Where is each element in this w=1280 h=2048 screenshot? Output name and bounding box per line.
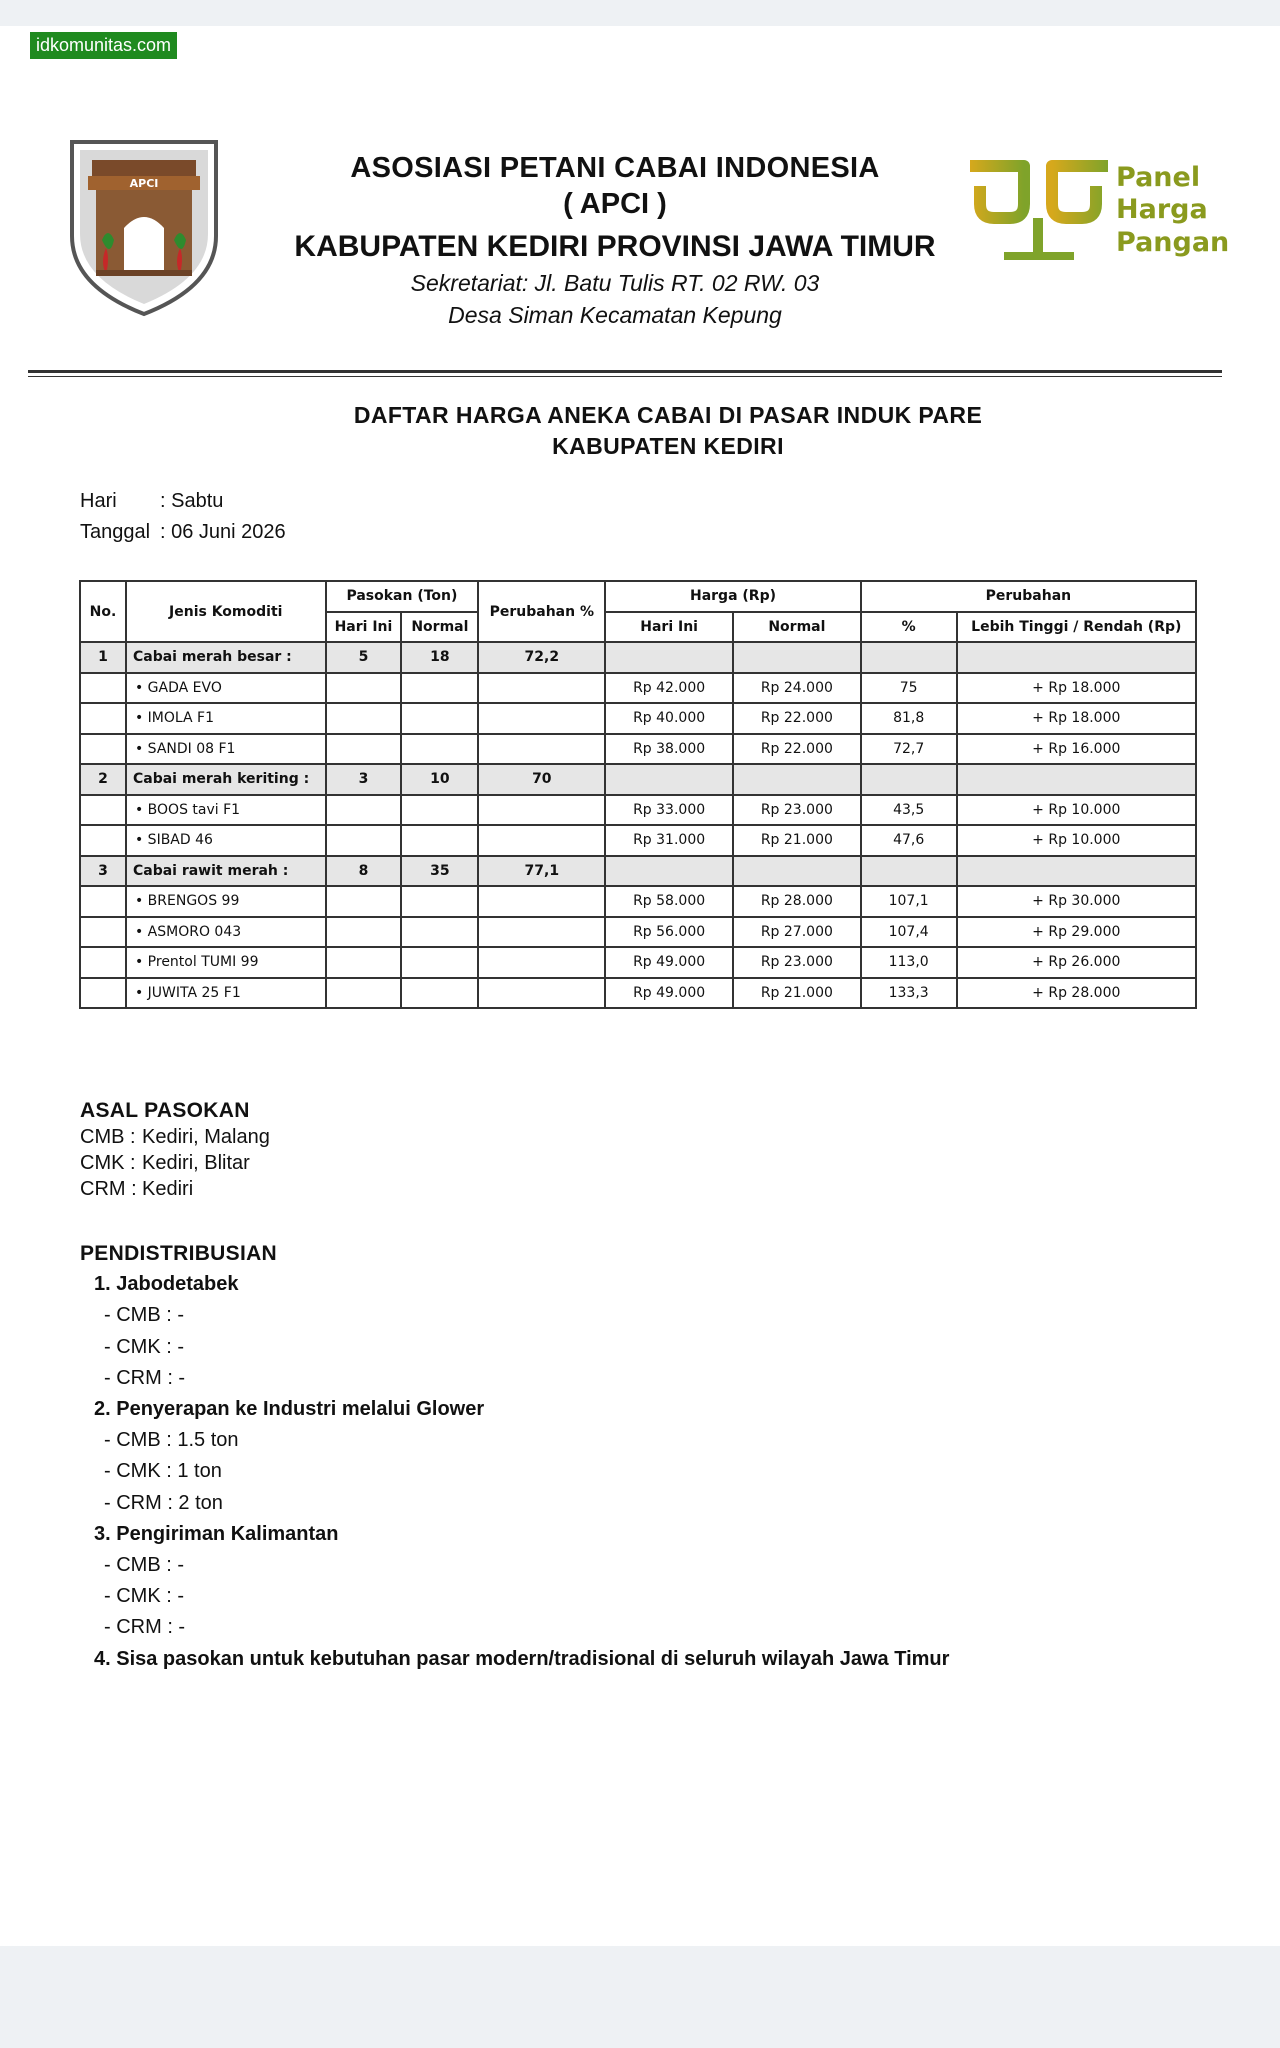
supply-origin-item <box>80 1150 270 1176</box>
cell-harga-today <box>605 642 733 673</box>
cell-komoditi: Cabai merah besar : <box>126 642 326 673</box>
distribution-subitem: - CMB : 1.5 ton <box>104 1429 239 1452</box>
panel-logo-word: Harga <box>1116 194 1208 226</box>
cell-harga-normal <box>733 856 861 887</box>
cell-pasokan-today <box>326 734 402 765</box>
cell-pasokan-today <box>326 703 402 734</box>
cell-komoditi: • Prentol TUMI 99 <box>126 947 326 978</box>
cell-perubahan-pct <box>478 978 605 1009</box>
cell-no <box>80 673 126 704</box>
cell-change-diff <box>957 764 1196 795</box>
cell-harga-normal: Rp 24.000 <box>733 673 861 704</box>
cell-pasokan-normal <box>401 947 478 978</box>
distribution-item: 2. Penyerapan ke Industri melalui Glower <box>94 1398 485 1421</box>
cell-perubahan-pct <box>478 917 605 948</box>
cell-change-pct: 81,8 <box>861 703 957 734</box>
cell-change-pct: 47,6 <box>861 825 957 856</box>
cell-change-diff <box>957 856 1196 887</box>
panel-logo-word: Panel <box>1116 162 1201 193</box>
cell-harga-normal: Rp 22.000 <box>733 703 861 734</box>
shield-text: APCI <box>129 177 159 190</box>
document-title <box>0 400 1280 462</box>
cell-no <box>80 703 126 734</box>
cell-perubahan-pct <box>478 703 605 734</box>
distribution-section <box>80 1238 949 1675</box>
supply-origin-item <box>80 1124 270 1150</box>
address-line-1: Sekretariat: Jl. Batu Tulis RT. 02 RW. 03 <box>410 270 820 296</box>
cell-pasokan-normal: 18 <box>401 642 478 673</box>
cell-harga-today: Rp 56.000 <box>605 917 733 948</box>
cell-komoditi: • BOOS tavi F1 <box>126 795 326 826</box>
cell-komoditi: • GADA EVO <box>126 673 326 704</box>
distribution-list <box>80 1269 949 1675</box>
cell-no: 1 <box>80 642 126 673</box>
cell-change-diff: + Rp 18.000 <box>957 703 1196 734</box>
cell-komoditi: Cabai merah keriting : <box>126 764 326 795</box>
header-no: No. <box>80 581 126 642</box>
cell-change-pct: 43,5 <box>861 795 957 826</box>
cell-pasokan-today <box>326 917 402 948</box>
cell-harga-today: Rp 49.000 <box>605 947 733 978</box>
apci-shield-logo <box>66 136 222 318</box>
org-name: ASOSIASI PETANI CABAI INDONESIA <box>350 152 880 184</box>
header-pasokan-normal: Normal <box>401 612 478 643</box>
table-row <box>80 795 1196 826</box>
supply-code: CMK : <box>80 1152 136 1174</box>
supply-origin-title: ASAL PASOKAN <box>80 1099 250 1122</box>
table-group-row <box>80 764 1196 795</box>
cell-komoditi: Cabai rawit merah : <box>126 856 326 887</box>
cell-pasokan-normal <box>401 886 478 917</box>
supply-region: Kediri, Blitar <box>142 1152 250 1174</box>
cell-perubahan-pct <box>478 886 605 917</box>
cell-no: 3 <box>80 856 126 887</box>
supply-code: CRM : <box>80 1178 137 1200</box>
bottom-background <box>0 1946 1280 2048</box>
distribution-item: 1. Jabodetabek <box>94 1273 239 1296</box>
table-row <box>80 886 1196 917</box>
cell-harga-today: Rp 31.000 <box>605 825 733 856</box>
cell-harga-today: Rp 40.000 <box>605 703 733 734</box>
cell-change-diff <box>957 642 1196 673</box>
cell-harga-today: Rp 49.000 <box>605 978 733 1009</box>
cell-no <box>80 947 126 978</box>
cell-perubahan-pct <box>478 825 605 856</box>
distribution-subitem: - CMK : - <box>104 1585 184 1608</box>
distribution-subitem: - CMK : - <box>104 1335 184 1358</box>
supply-origin-item <box>80 1176 270 1202</box>
cell-perubahan-pct: 70 <box>478 764 605 795</box>
cell-harga-today <box>605 856 733 887</box>
header-divider-thin <box>28 376 1222 377</box>
cell-no: 2 <box>80 764 126 795</box>
cell-pasokan-normal: 10 <box>401 764 478 795</box>
cell-change-pct: 72,7 <box>861 734 957 765</box>
distribution-subitem: - CMK : 1 ton <box>104 1460 222 1483</box>
header-pasokan-today: Hari Ini <box>326 612 402 643</box>
cell-harga-normal: Rp 22.000 <box>733 734 861 765</box>
cell-harga-normal <box>733 764 861 795</box>
distribution-subitem: - CMB : - <box>104 1554 184 1577</box>
cell-harga-normal: Rp 23.000 <box>733 795 861 826</box>
panel-logo-text <box>1116 162 1229 259</box>
org-abbr: ( APCI ) <box>563 188 667 221</box>
supply-origin-list <box>80 1124 270 1202</box>
header-change-pct: % <box>861 612 957 643</box>
cell-harga-today <box>605 764 733 795</box>
cell-harga-today: Rp 33.000 <box>605 795 733 826</box>
panel-logo-word: Pangan <box>1116 226 1230 258</box>
cell-harga-normal <box>733 642 861 673</box>
cell-pasokan-today: 3 <box>326 764 402 795</box>
table-row <box>80 703 1196 734</box>
cell-perubahan-pct: 72,2 <box>478 642 605 673</box>
cell-change-pct: 133,3 <box>861 978 957 1009</box>
cell-pasokan-today <box>326 947 402 978</box>
cell-pasokan-today <box>326 978 402 1009</box>
header-perubahan: Perubahan <box>861 581 1196 612</box>
table-group-row <box>80 856 1196 887</box>
cell-change-diff: + Rp 30.000 <box>957 886 1196 917</box>
cell-change-diff: + Rp 26.000 <box>957 947 1196 978</box>
cell-pasokan-normal <box>401 673 478 704</box>
cell-no <box>80 825 126 856</box>
cell-change-diff: + Rp 28.000 <box>957 978 1196 1009</box>
cell-komoditi: • SANDI 08 F1 <box>126 734 326 765</box>
title-line-1: DAFTAR HARGA ANEKA CABAI DI PASAR INDUK PARE <box>353 402 983 428</box>
cell-harga-normal: Rp 27.000 <box>733 917 861 948</box>
cell-change-pct <box>861 642 957 673</box>
table-row <box>80 917 1196 948</box>
table-row <box>80 673 1196 704</box>
cell-pasokan-today <box>326 825 402 856</box>
distribution-item: 4. Sisa pasokan untuk kebutuhan pasar modern/tradisional di seluruh wilayah Jawa Timur <box>94 1647 950 1670</box>
cell-pasokan-normal <box>401 703 478 734</box>
cell-no <box>80 886 126 917</box>
cell-no <box>80 734 126 765</box>
distribution-item: 3. Pengiriman Kalimantan <box>94 1522 339 1545</box>
cell-change-diff: + Rp 18.000 <box>957 673 1196 704</box>
day-value: : Sabtu <box>160 490 224 512</box>
cell-change-diff: + Rp 10.000 <box>957 795 1196 826</box>
distribution-subitem: - CRM : - <box>104 1366 186 1389</box>
cell-pasokan-normal <box>401 734 478 765</box>
cell-harga-normal: Rp 21.000 <box>733 978 861 1009</box>
letterhead <box>250 150 980 331</box>
distribution-subitem: - CMB : - <box>104 1304 184 1327</box>
panel-harga-pangan-logo <box>964 160 1114 270</box>
supply-region: Kediri, Malang <box>142 1126 270 1148</box>
cell-pasokan-normal <box>401 825 478 856</box>
title-line-2: KABUPATEN KEDIRI <box>552 433 784 460</box>
cell-change-diff: + Rp 16.000 <box>957 734 1196 765</box>
table-group-row <box>80 642 1196 673</box>
cell-perubahan-pct <box>478 947 605 978</box>
header-harga-today: Hari Ini <box>605 612 733 643</box>
distribution-title: PENDISTRIBUSIAN <box>80 1242 278 1265</box>
cell-perubahan-pct <box>478 673 605 704</box>
cell-change-pct: 107,4 <box>861 917 957 948</box>
date-value: : 06 Juni 2026 <box>160 521 286 543</box>
cell-komoditi: • JUWITA 25 F1 <box>126 978 326 1009</box>
cell-perubahan-pct <box>478 795 605 826</box>
cell-change-pct <box>861 856 957 887</box>
cell-harga-today: Rp 38.000 <box>605 734 733 765</box>
date-label: Tanggal <box>80 521 151 543</box>
cell-pasokan-normal: 35 <box>401 856 478 887</box>
cell-pasokan-today <box>326 886 402 917</box>
cell-no <box>80 917 126 948</box>
report-meta <box>80 486 286 548</box>
distribution-subitem: - CRM : 2 ton <box>104 1491 223 1514</box>
cell-perubahan-pct: 77,1 <box>478 856 605 887</box>
cell-pasokan-normal <box>401 795 478 826</box>
cell-perubahan-pct <box>478 734 605 765</box>
header-perubahan-pct: Perubahan % <box>478 581 605 642</box>
cell-harga-normal: Rp 21.000 <box>733 825 861 856</box>
cell-pasokan-today <box>326 673 402 704</box>
cell-no <box>80 795 126 826</box>
cell-harga-today: Rp 42.000 <box>605 673 733 704</box>
supply-region: Kediri <box>142 1178 194 1200</box>
cell-komoditi: • SIBAD 46 <box>126 825 326 856</box>
cell-change-diff: + Rp 10.000 <box>957 825 1196 856</box>
supply-origin-section <box>80 1098 270 1202</box>
cell-harga-today: Rp 58.000 <box>605 886 733 917</box>
cell-pasokan-normal <box>401 978 478 1009</box>
header-harga: Harga (Rp) <box>605 581 861 612</box>
cell-pasokan-normal <box>401 917 478 948</box>
cell-komoditi: • BRENGOS 99 <box>126 886 326 917</box>
cell-komoditi: • ASMORO 043 <box>126 917 326 948</box>
cell-pasokan-today: 8 <box>326 856 402 887</box>
cell-harga-normal: Rp 23.000 <box>733 947 861 978</box>
header-pasokan: Pasokan (Ton) <box>326 581 479 612</box>
header-komoditi: Jenis Komoditi <box>126 581 326 642</box>
header-change-diff: Lebih Tinggi / Rendah (Rp) <box>957 612 1196 643</box>
cell-change-pct: 107,1 <box>861 886 957 917</box>
cell-pasokan-today <box>326 795 402 826</box>
org-region: KABUPATEN KEDIRI PROVINSI JAWA TIMUR <box>294 229 936 263</box>
cell-komoditi: • IMOLA F1 <box>126 703 326 734</box>
cell-change-diff: + Rp 29.000 <box>957 917 1196 948</box>
supply-code: CMB : <box>80 1126 136 1148</box>
cell-harga-normal: Rp 28.000 <box>733 886 861 917</box>
cell-change-pct: 113,0 <box>861 947 957 978</box>
table-row <box>80 978 1196 1009</box>
cell-change-pct <box>861 764 957 795</box>
price-table-body <box>80 642 1196 1008</box>
cell-no <box>80 978 126 1009</box>
table-row <box>80 825 1196 856</box>
header-harga-normal: Normal <box>733 612 861 643</box>
price-table <box>79 580 1197 1009</box>
distribution-subitem: - CRM : - <box>104 1616 186 1639</box>
cell-pasokan-today: 5 <box>326 642 402 673</box>
table-row <box>80 734 1196 765</box>
watermark-label: idkomunitas.com <box>30 32 177 59</box>
table-row <box>80 947 1196 978</box>
address-line-2: Desa Siman Kecamatan Kepung <box>448 301 782 328</box>
cell-change-pct: 75 <box>861 673 957 704</box>
day-label: Hari <box>80 490 117 512</box>
header-divider <box>28 370 1222 373</box>
